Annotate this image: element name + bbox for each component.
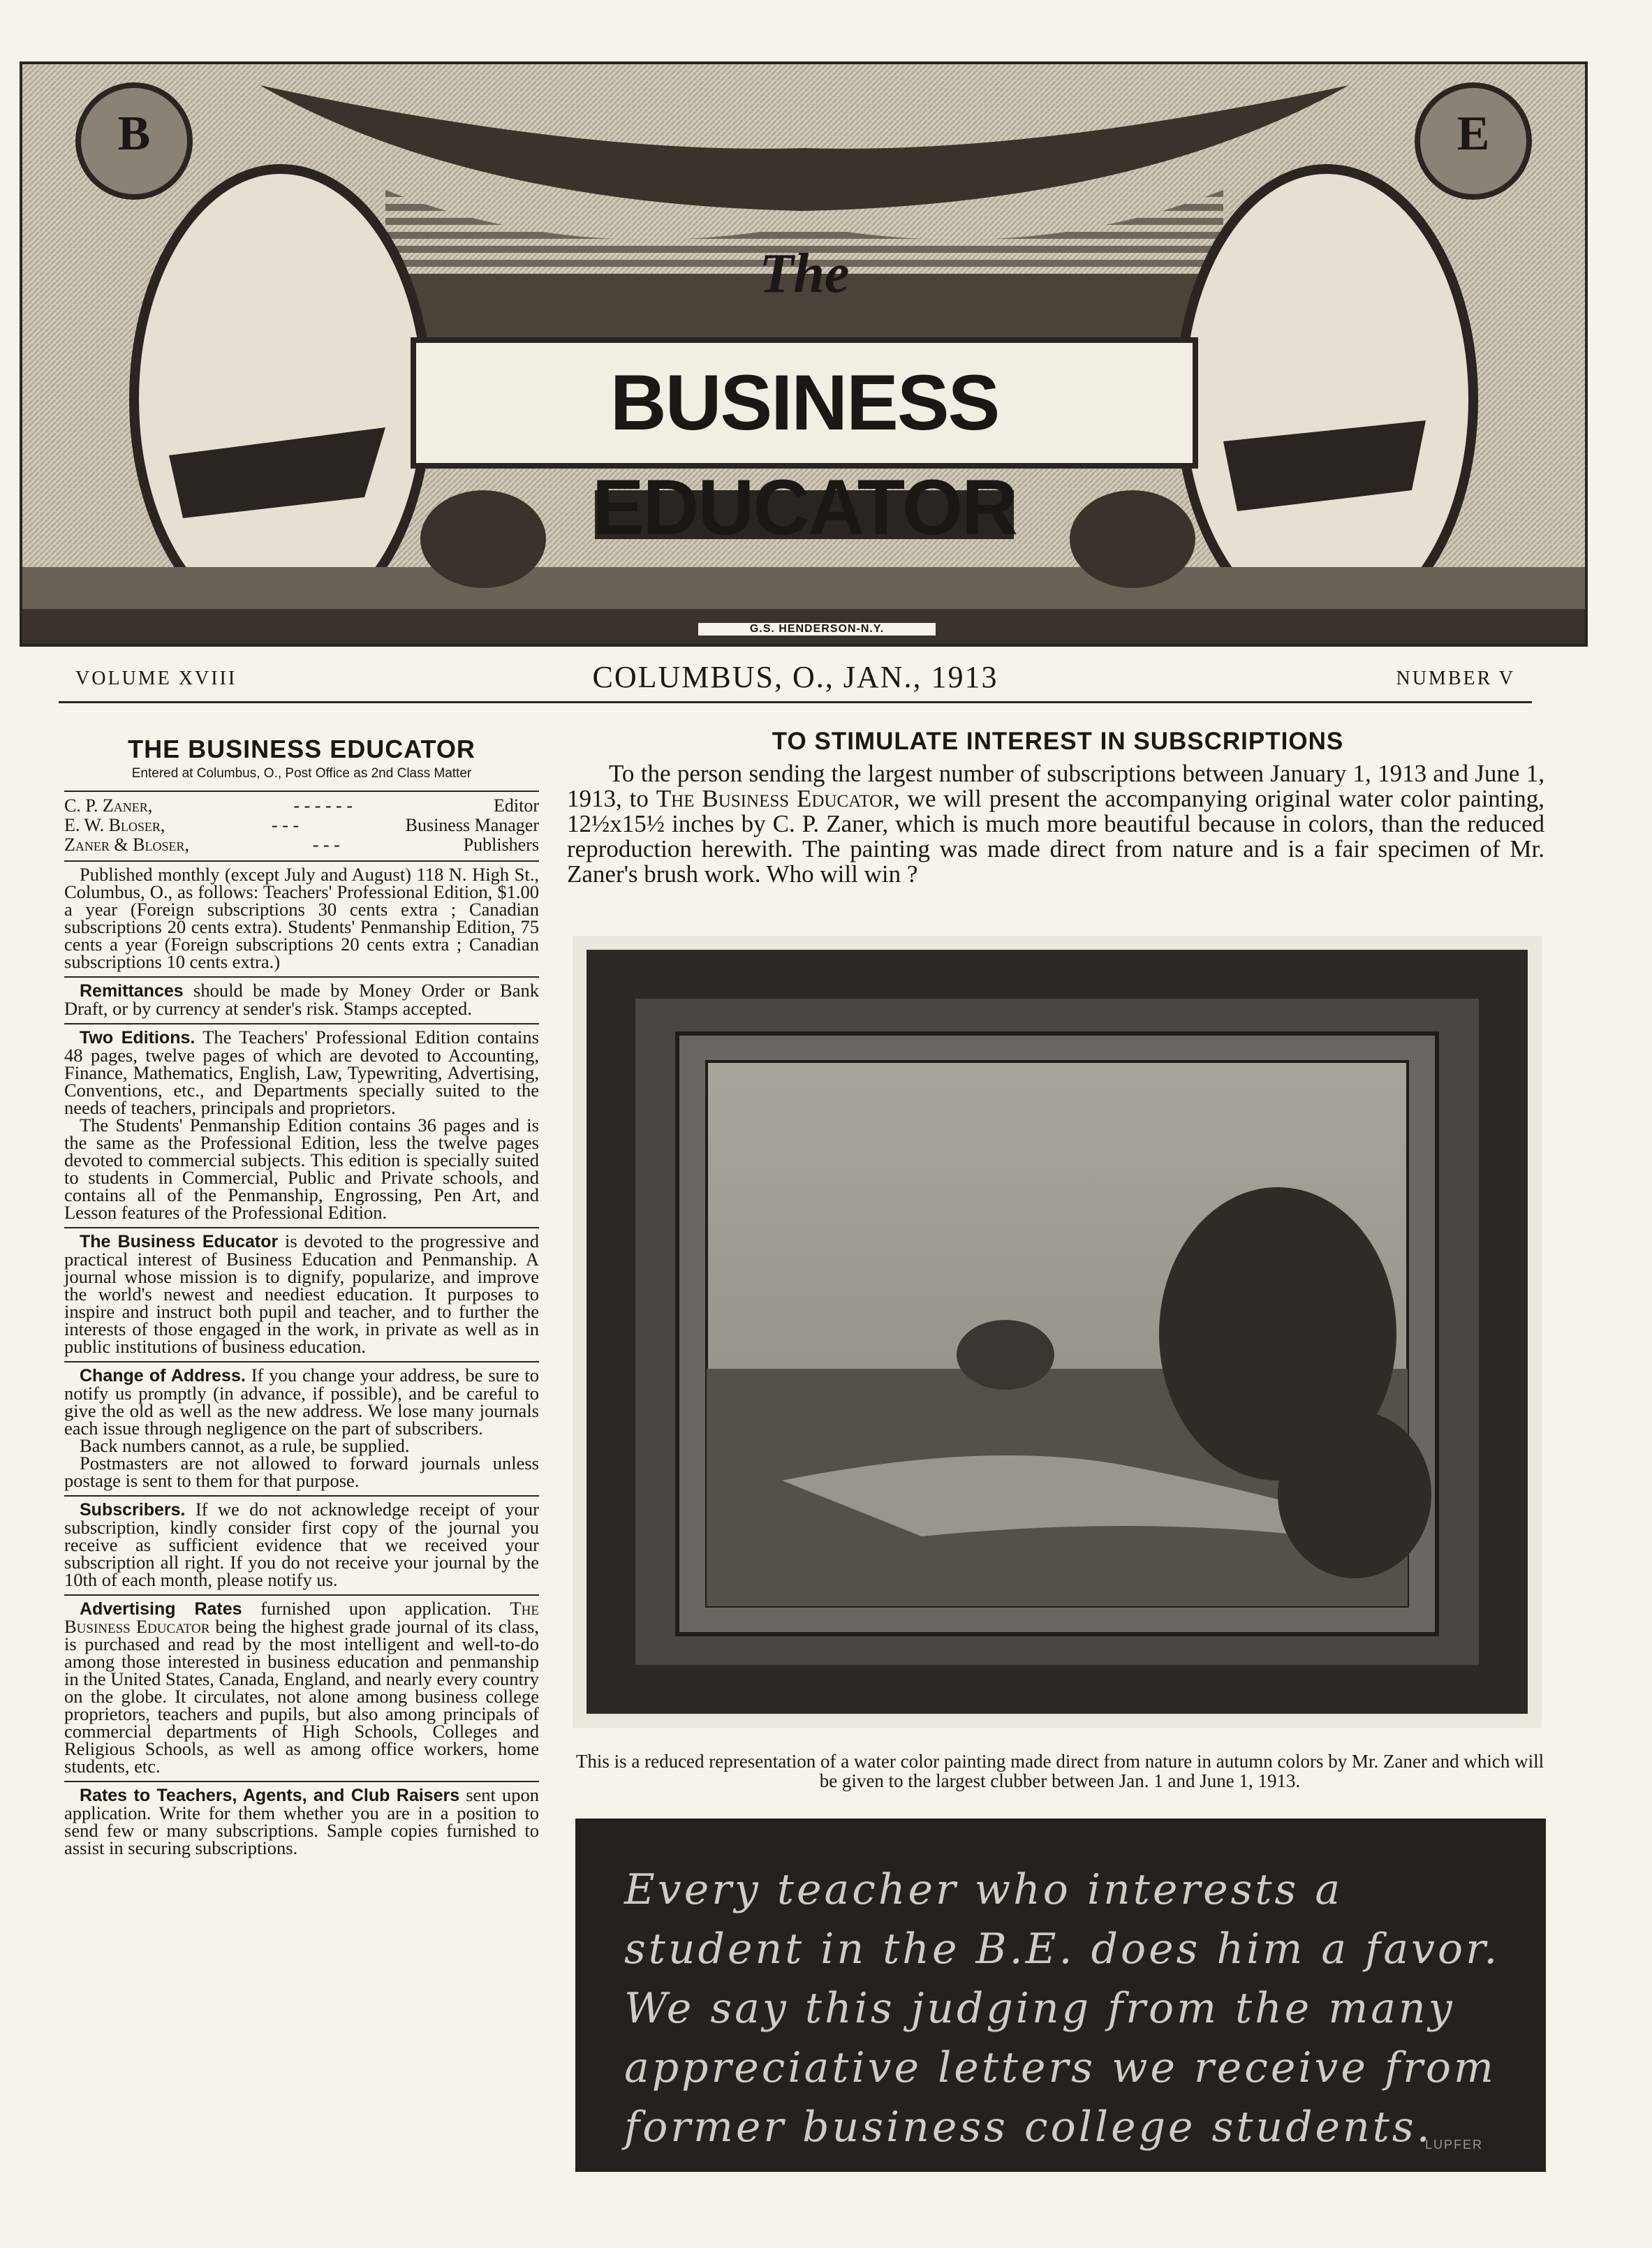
staff-row-publishers xyxy=(64,835,539,855)
editions-block xyxy=(64,1023,539,1221)
number-label: NUMBER V xyxy=(1396,668,1515,689)
advertising-block xyxy=(64,1594,539,1775)
staff-separator: - - - - - - xyxy=(293,795,353,816)
subscribers-block xyxy=(64,1495,539,1589)
advertising-paragraph xyxy=(64,1600,539,1775)
masthead-title: BUSINESS EDUCATOR xyxy=(591,359,1017,551)
staff-row-manager xyxy=(64,816,539,835)
staff-name: Zaner & Bloser, xyxy=(64,835,189,855)
published-block xyxy=(64,860,539,971)
penmanship-script-panel xyxy=(575,1819,1546,2172)
advertising-text-b: being the highest grade journal of its class, is purchased and read by the most intelligent and well-to-do among those interested in business education and penmanship in the United States, Canada, England, and nearly every country on the globe. It circulates, not alone among business college proprietors, teachers and pupils, but also among principals of commercial departments of High Schools, Colleges and Religious Schools, as well as among office workers, home students, etc. xyxy=(64,1616,539,1777)
devoted-heading: The Business Educator xyxy=(80,1232,279,1251)
editions-paragraph xyxy=(64,1029,539,1117)
devoted-text: is devoted to the progressive and practical interest of Business Education and Penmanship. A journal whose mission is to dignify, popularize, and improve the world's newest and neediest education. It purposes to inspire and instruct both pupil and teacher, and to further the interests of those engaged in the work, in private as well as in public institutions of business education. xyxy=(64,1230,539,1357)
change-paragraph xyxy=(64,1367,539,1437)
rates-block xyxy=(64,1781,539,1857)
rates-text: sent upon application. Write for them whether you are in a position to send few or many subscriptions. Sample copies furnished to assist in securing subscriptions. xyxy=(64,1784,539,1858)
left-ship-medallion xyxy=(134,169,427,630)
intro-brand: The Business Educator xyxy=(656,785,894,812)
script-signature: LUPFER xyxy=(1424,2138,1483,2152)
editions-text: The Teachers' Professional Edition contains 48 pages, twelve pages of which are devoted to Accounting, Finance, Mathematics, English, Law, Typewriting, Advertising, Conventions, etc., and Departments specially suited to the needs of teachers, principals and proprietors. xyxy=(64,1027,539,1118)
staff-role: Publishers xyxy=(463,835,539,855)
masthead-illustration xyxy=(20,61,1588,647)
subscribers-heading: Subscribers. xyxy=(80,1500,186,1520)
intro-text-a: To the person sending the largest number of subscriptions between January 1, 1913 and June 1, 1913, to xyxy=(567,760,1544,812)
change-heading: Change of Address. xyxy=(80,1366,246,1386)
rates-paragraph xyxy=(64,1786,539,1857)
remittances-text: should be made by Money Order or Bank Draft, or by currency at sender's risk. Stamps accepted. xyxy=(64,980,539,1019)
change-text: If you change your address, be sure to notify us promptly (in advance, if possible), and be careful to give the old as well as the new address. We lose many journals each issue through negligence on the part of subscribers. xyxy=(64,1365,540,1439)
remittances-heading: Remittances xyxy=(80,981,184,1001)
intro-text-b: , we will present the accompanying original water color painting, 12½x15½ inches by C. P. Zaner, which is much more beautiful because in colors, than the reduced reproduction herewith. The painting was made direct from nature and is a fair specimen of Mr. Zaner's brush work. Who will win ? xyxy=(567,785,1544,888)
painting-caption: This is a reduced representation of a water color painting made direct from nature in autumn colors by Mr. Zaner and which will be given to the largest clubber between Jan. 1 and June 1, 1913. xyxy=(575,1751,1544,1791)
staff-name: E. W. Bloser, xyxy=(64,815,165,835)
contest-intro xyxy=(567,761,1544,887)
staff-separator: - - - xyxy=(272,815,300,835)
right-globe-letter: E xyxy=(1456,107,1490,161)
staff-role: Business Manager xyxy=(405,815,539,835)
devoted-block xyxy=(64,1227,539,1356)
left-globe-letter: B xyxy=(117,107,151,161)
advertising-text-a: furnished upon application. xyxy=(260,1598,492,1619)
advertising-brand: The Business Educator xyxy=(64,1598,540,1637)
staff-name: C. P. Zaner, xyxy=(64,795,153,816)
change-address-block xyxy=(64,1361,539,1490)
volume-label: VOLUME XVIII xyxy=(75,668,237,689)
dateline: COLUMBUS, O., JAN., 1913 xyxy=(592,660,998,694)
remittances-block xyxy=(64,976,539,1018)
left-column-title: THE BUSINESS EDUCATOR xyxy=(128,735,475,763)
script-quote: Every teacher who interests a student in the B.E. does him a favor. We say this judging from the many appreciative letters we receive from former business college students. xyxy=(624,1865,1500,2152)
editions-heading: Two Editions. xyxy=(80,1028,196,1048)
rates-heading: Rates to Teachers, Agents, and Club Raisers xyxy=(80,1786,460,1805)
change-text-2: Back numbers cannot, as a rule, be supplied. xyxy=(80,1435,410,1456)
contest-intro-paragraph xyxy=(567,761,1544,887)
change-text-3: Postmasters are not allowed to forward journals unless postage is sent to them for that purpose. xyxy=(64,1453,539,1491)
subscription-contest-title: TO STIMULATE INTEREST IN SUBSCRIPTIONS xyxy=(772,728,1344,755)
staff-row-editor xyxy=(64,796,539,816)
issue-info-bar xyxy=(59,659,1532,703)
left-column xyxy=(64,735,540,1858)
remittances-paragraph xyxy=(64,982,539,1018)
painting-frame-artwork xyxy=(573,936,1542,1728)
advertising-heading: Advertising Rates xyxy=(80,1599,242,1619)
editions-text-2: The Students' Penmanship Edition contains 36 pages and is the same as the Professional Edition, less the twelve pages devoted to commercial subjects. This edition is specially suited to students in Commercial, Public and Private schools, and contains all of the Penmanship, Engrossing, Pen Art, and Lesson features of the Professional Edition. xyxy=(64,1115,539,1223)
subscribers-paragraph xyxy=(64,1501,539,1589)
entered-notice: Entered at Columbus, O., Post Office as 2nd Class Matter xyxy=(131,766,472,781)
published-text: Published monthly (except July and August) 118 N. High St., Columbus, O., as follows: Teachers' Professional Edition, $1.00 a year (Foreign subscriptions 30 cents extra ; Canadian subscriptions 20 cents extra). Students' Penmanship Edition, 75 cents a year (Foreign subscriptions 20 cents extra ; Canadian subscriptions 10 cents extra.) xyxy=(64,864,539,972)
devoted-paragraph xyxy=(64,1230,539,1357)
staff-list xyxy=(64,791,539,855)
right-ship-medallion xyxy=(1180,169,1473,630)
subscribers-text: If we do not acknowledge receipt of your subscription, kindly consider first copy of the journal you receive as sufficient evidence that we received your subscription all right. If you do not receive your journal by the 10th of each month, please notify us. xyxy=(64,1499,539,1590)
framed-painting-image xyxy=(573,936,1542,1728)
engraver-credit: G.S. HENDERSON-N.Y. xyxy=(698,623,936,636)
masthead-article: The xyxy=(759,243,850,304)
staff-separator: - - - xyxy=(312,835,340,855)
staff-role: Editor xyxy=(493,795,539,816)
